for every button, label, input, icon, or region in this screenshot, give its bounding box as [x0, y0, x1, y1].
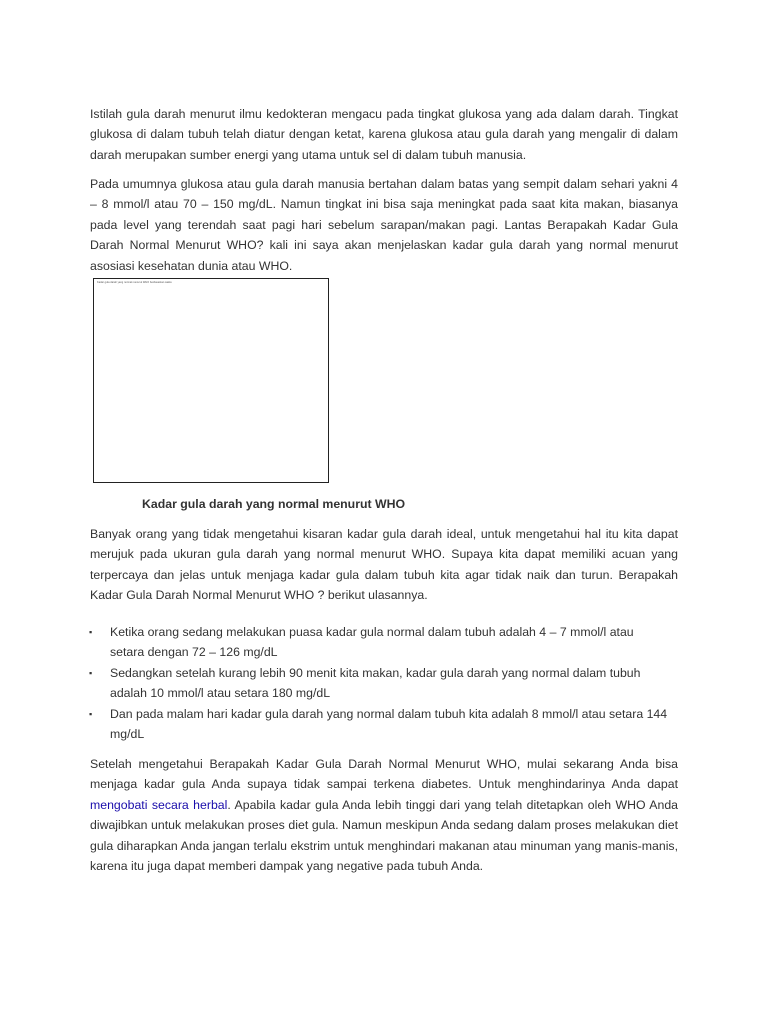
herbal-treatment-link[interactable]: mengobati secara herbal	[90, 797, 228, 812]
bullet-list	[90, 622, 678, 744]
list-item	[90, 622, 670, 663]
closing-text-end: . Apabila kadar gula Anda lebih tinggi dari yang telah ditetapkan oleh WHO Anda diwajibkan untuk melakukan proses diet gula. Namun meskipun Anda sedang dalam proses melakukan diet gula diharapkan Anda jangan terlalu ekstrim untuk menghindari makanan atau minuman yang manis-manis, karena itu juga dapat memberi dampak yang negative pada tubuh Anda.	[90, 797, 678, 874]
bullet-marker-icon: ▪	[89, 667, 93, 678]
closing-text-start: Setelah mengetahui Berapakah Kadar Gula Darah Normal Menurut WHO, mulai sekarang Anda bisa menjaga kadar gula Anda supaya tidak sampai terkena diabetes. Untuk menghindarinya Anda dapat	[90, 757, 678, 792]
bullet-marker-icon: ▪	[89, 708, 93, 719]
list-item	[90, 663, 670, 704]
list-item	[90, 704, 670, 745]
glucose-range-paragraph: Pada umumnya glukosa atau gula darah manusia bertahan dalam batas yang sempit dalam sehari yakni 4 – 8 mmol/l atau 70 – 150 mg/dL. Namun tingkat ini bisa saja meningkat pada saat kita makan, biasanya pada level yang terendah saat pagi hari sebelum sarapan/makan pagi. Lantas Berapakah Kadar Gula Darah Normal Menurut WHO? kali ini saya akan menjelaskan kadar gula darah yang normal menurut asosiasi kesehatan dunia atau WHO.	[90, 177, 678, 273]
list-item-text: Ketika orang sedang melakukan puasa kadar gula normal dalam tubuh adalah 4 – 7 mmol/l atau setara dengan 72 – 126 mg/dL	[110, 625, 634, 660]
list-item-text: Sedangkan setelah kurang lebih 90 menit kita makan, kadar gula darah yang normal dalam tubuh adalah 10 mmol/l atau setara 180 mg/dL	[110, 665, 641, 701]
bullet-marker-icon: ▪	[89, 627, 93, 637]
image-tiny-text: Kadar gula darah yang normal menurut WHO berdasarkan waktu	[97, 281, 172, 284]
closing-paragraph	[90, 754, 678, 876]
chart-image-placeholder	[93, 278, 329, 483]
who-reference-paragraph: Banyak orang yang tidak mengetahui kisaran kadar gula darah ideal, untuk mengetahui hal itu kita dapat merujuk pada ukuran gula darah yang normal menurut WHO. Supaya kita dapat memiliki acuan yang terpercaya dan jelas untuk menjaga kadar gula dalam tubuh kita agar tidak naik dan turun. Berapakah Kadar Gula Darah Normal Menurut WHO ? berikut ulasannya.	[90, 527, 678, 603]
intro-paragraph: Istilah gula darah menurut ilmu kedokteran mengacu pada tingkat glukosa yang ada dalam darah. Tingkat glukosa di dalam tubuh telah diatur dengan ketat, karena glukosa atau gula darah yang mengalir di dalam darah merupakan sumber energi yang utama untuk sel di dalam tubuh manusia.	[90, 107, 678, 162]
list-item-text: Dan pada malam hari kadar gula darah yang normal dalam tubuh kita adalah 8 mmol/l atau setara 144 mg/dL	[110, 706, 668, 742]
image-caption: Kadar gula darah yang normal menurut WHO	[142, 497, 406, 511]
